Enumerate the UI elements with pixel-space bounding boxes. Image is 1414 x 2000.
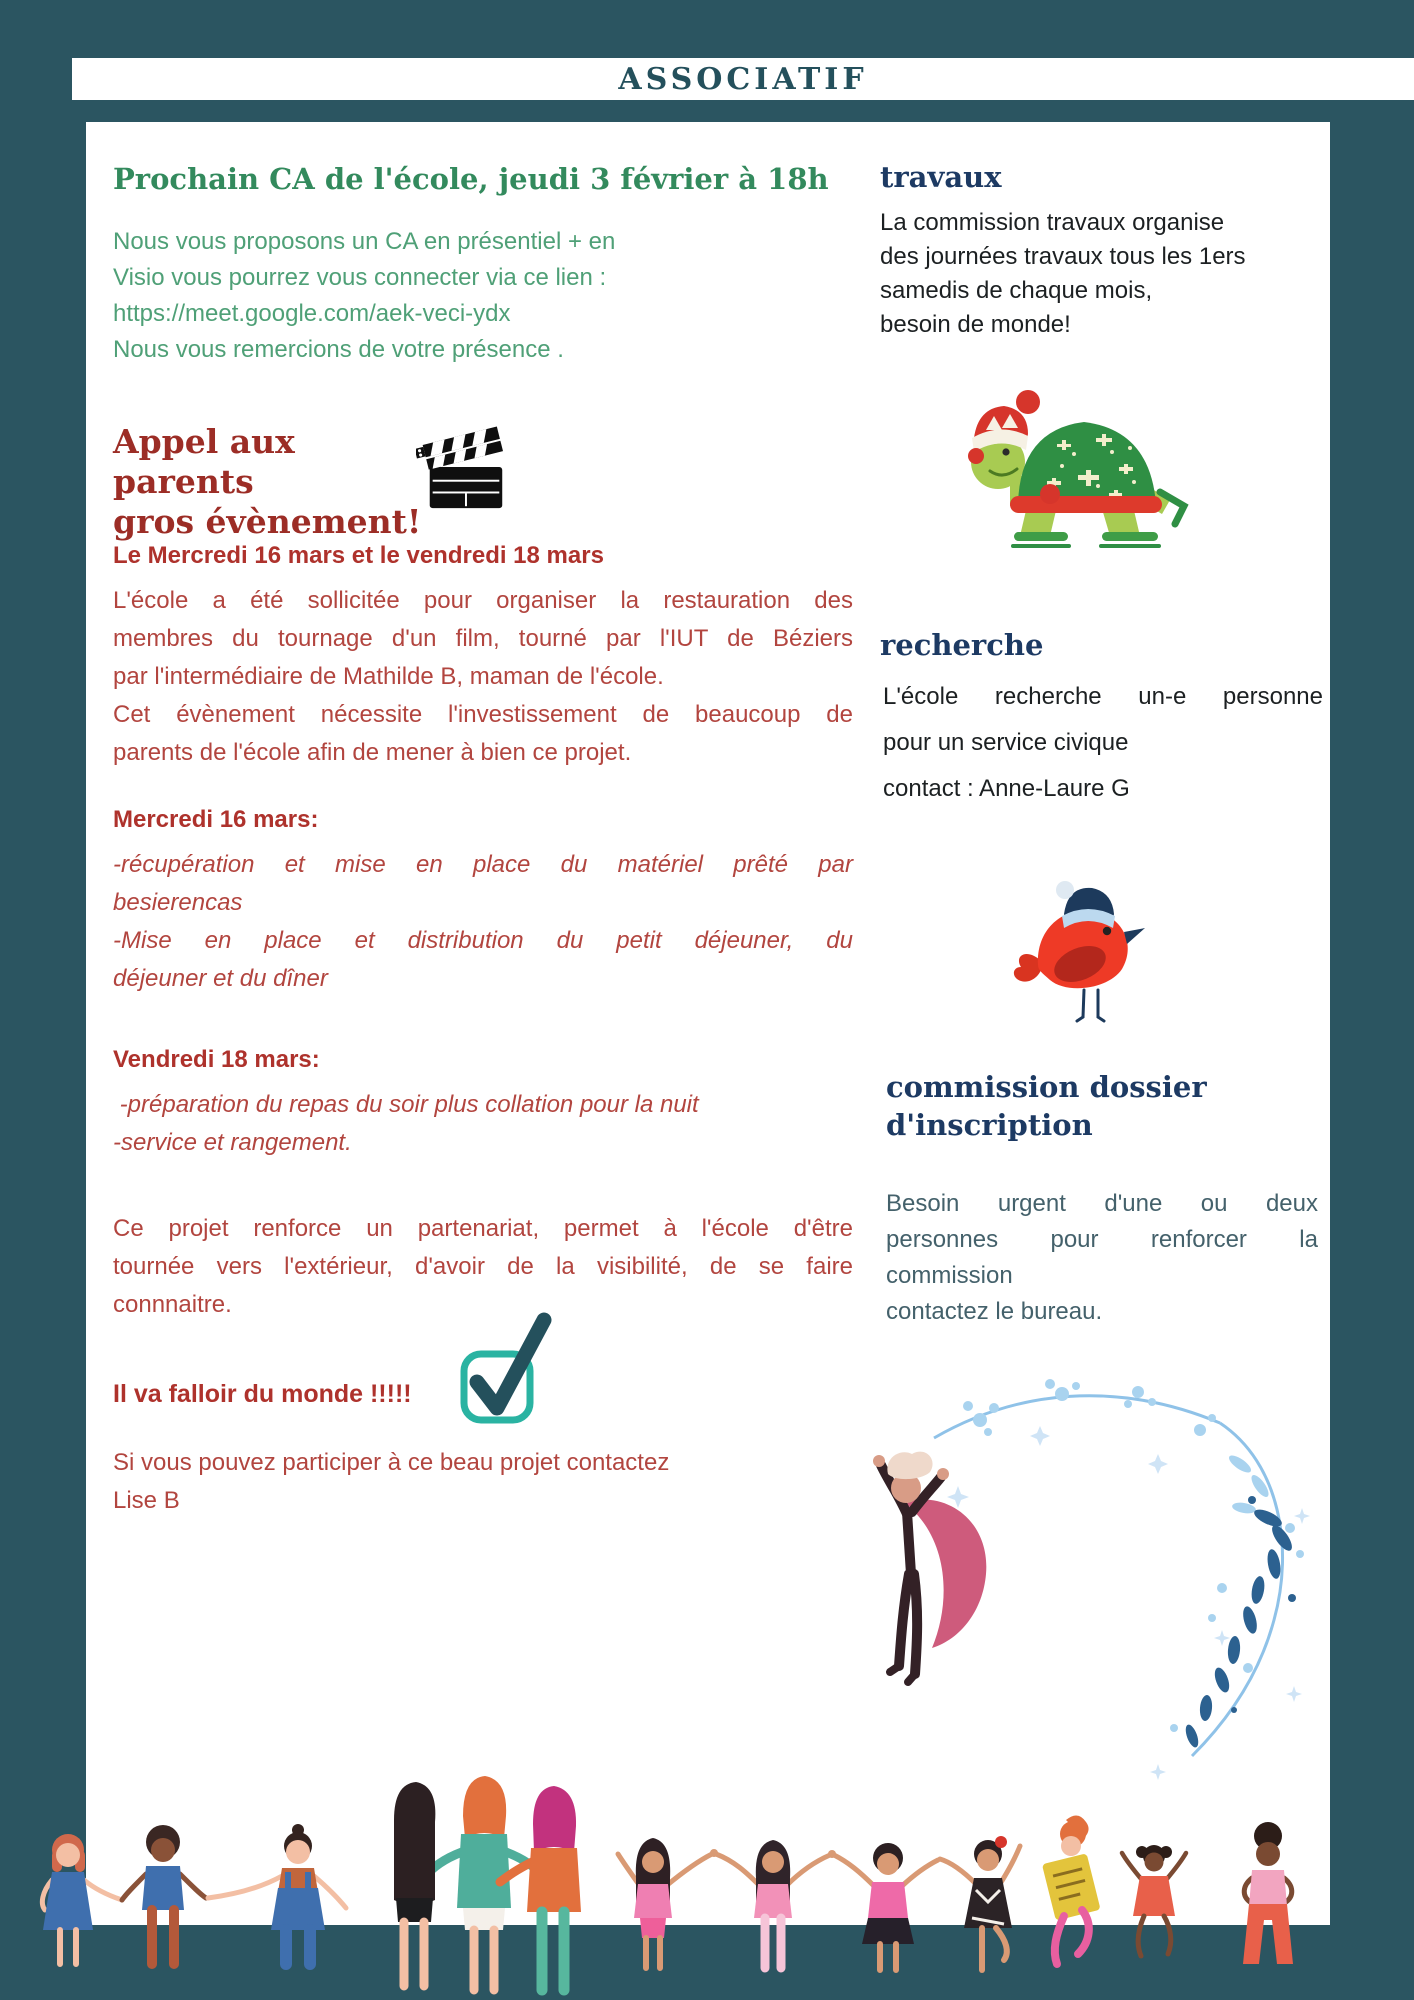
checkmark-icon — [444, 1302, 559, 1427]
text-line: déjeuner et du dîner — [113, 965, 328, 992]
text-line: Besoin urgent d'une ou deux — [886, 1190, 1318, 1217]
turtle-illustration — [962, 378, 1194, 550]
ca-heading: Prochain CA de l'école, jeudi 3 février à 18h — [113, 162, 829, 196]
vendredi-list — [113, 1086, 853, 1162]
content-area — [86, 122, 1330, 1925]
bird-illustration — [1008, 870, 1163, 1025]
title-bar — [72, 58, 1414, 100]
mercredi-subheading: Mercredi 16 mars: — [113, 806, 319, 833]
appel-heading — [113, 422, 443, 542]
text-line: -préparation du repas du soir plus collation pour la nuit — [113, 1091, 699, 1118]
commission-heading-line2: d'inscription — [886, 1108, 1093, 1142]
text-line: contact : Anne-Laure G — [883, 775, 1130, 802]
text-line: L'école recherche un-e personne — [883, 683, 1323, 710]
text-line: -récupération et mise en place du matériel prêté par — [113, 851, 853, 878]
text-line: pour un service civique — [883, 729, 1129, 756]
text-line: par l'intermédiaire de Mathilde B, maman de l'école. — [113, 663, 664, 690]
contact-paragraph — [113, 1444, 773, 1520]
recherche-paragraph — [883, 674, 1323, 812]
appel-heading-line2: gros évènement! — [113, 502, 422, 541]
meet-link[interactable]: https://meet.google.com/aek-veci-ydx — [113, 300, 511, 327]
text-line: connnaitre. — [113, 1291, 232, 1318]
text-line: des journées travaux tous les 1ers — [880, 243, 1246, 270]
travaux-heading: travaux — [880, 160, 1002, 194]
text-line: Si vous pouvez participer à ce beau projet contactez — [113, 1449, 670, 1476]
dancer-illustration — [804, 1432, 1019, 1717]
text-line: besoin de monde! — [880, 311, 1071, 338]
commission-heading — [886, 1068, 1306, 1144]
text-line: Ce projet renforce un partenariat, permet à l'école d'être — [113, 1215, 853, 1242]
commission-heading-line1: commission dossier — [886, 1070, 1207, 1104]
film-subheading: Le Mercredi 16 mars et le vendredi 18 mars — [113, 542, 604, 569]
text-line: Nous vous remercions de votre présence . — [113, 336, 564, 363]
commission-paragraph — [886, 1186, 1318, 1330]
travaux-paragraph — [880, 206, 1320, 342]
text-line: L'école a été sollicitée pour organiser la restauration des — [113, 587, 853, 614]
mercredi-list — [113, 846, 853, 998]
monde-subheading: Il va falloir du monde !!!!! — [113, 1380, 412, 1408]
appel-heading-line1: Appel aux parents — [113, 422, 307, 501]
text-line: besierencas — [113, 889, 243, 916]
text-line: Visio vous pourrez vous connecter via ce lien : — [113, 264, 607, 291]
text-line: -Mise en place et distribution du petit déjeuner, du — [113, 927, 853, 954]
text-line: Nous vous proposons un CA en présentiel + en — [113, 228, 616, 255]
text-line: Cet évènement nécessite l'investissement de beaucoup de — [113, 701, 853, 728]
text-line: personnes pour renforcer la — [886, 1226, 1318, 1253]
vendredi-subheading: Vendredi 18 mars: — [113, 1046, 320, 1073]
text-line: Lise B — [113, 1487, 180, 1514]
text-line: samedis de chaque mois, — [880, 277, 1153, 304]
recherche-heading: recherche — [880, 628, 1044, 662]
clapperboard-icon — [416, 418, 514, 516]
crowd-illustration — [38, 1758, 1338, 1996]
text-line: -service et rangement. — [113, 1129, 352, 1156]
text-line: commission — [886, 1262, 1013, 1289]
page-title: ASSOCIATIF — [618, 61, 868, 97]
text-line: membres du tournage d'un film, tourné par l'IUT de Béziers — [113, 625, 853, 652]
text-line: tournée vers l'extérieur, d'avoir de la visibilité, de se faire — [113, 1253, 853, 1280]
text-line: contactez le bureau. — [886, 1298, 1103, 1325]
ca-paragraph — [113, 224, 753, 368]
text-line: parents de l'école afin de mener à bien ce projet. — [113, 739, 632, 766]
film-paragraph — [113, 582, 853, 772]
text-line: La commission travaux organise — [880, 209, 1225, 236]
